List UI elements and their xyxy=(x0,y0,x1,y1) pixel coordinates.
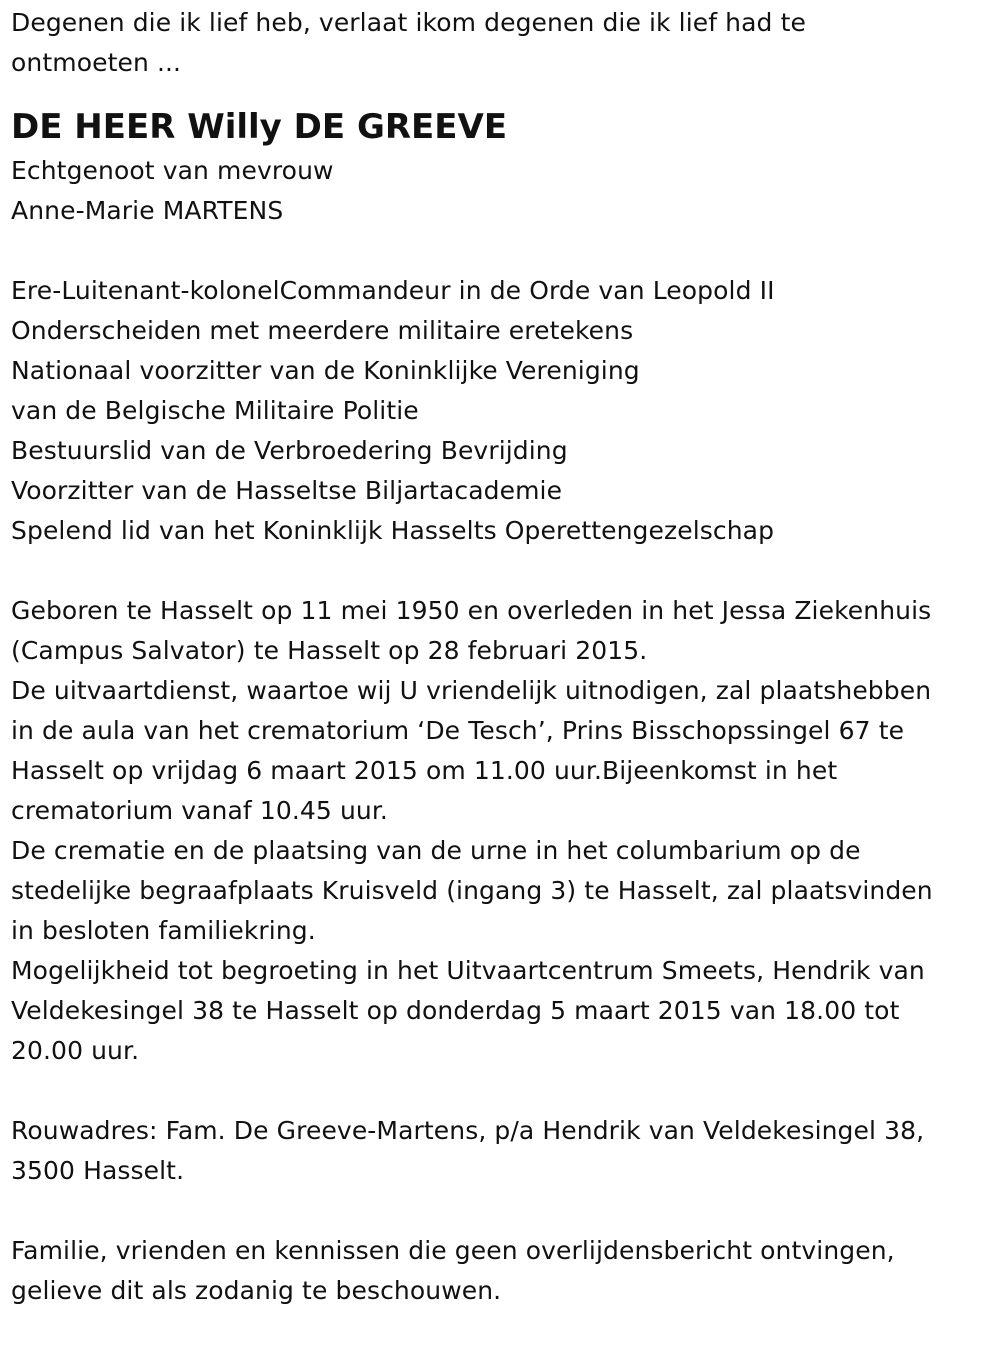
titles-list xyxy=(11,271,991,551)
title-line: Nationaal voorzitter van de Koninklijke Vereniging xyxy=(11,356,640,385)
title-line: Voorzitter van de Hasseltse Biljartacademie xyxy=(11,476,563,505)
details-line: Hasselt op vrijdag 6 maart 2015 om 11.00 uur.Bijeenkomst in het xyxy=(11,756,838,785)
closing-line: gelieve dit als zodanig te beschouwen. xyxy=(11,1276,502,1305)
spouse-line: Echtgenoot van mevrouw xyxy=(11,156,334,185)
spouse-line: Anne-Marie MARTENS xyxy=(11,196,284,225)
paragraph-gap xyxy=(11,1191,991,1231)
opening-quote xyxy=(11,3,991,83)
title-line: Onderscheiden met meerdere militaire eretekens xyxy=(11,316,634,345)
details-line: De uitvaartdienst, waartoe wij U vriendelijk uitnodigen, zal plaatshebben xyxy=(11,676,932,705)
details-line: in besloten familiekring. xyxy=(11,916,316,945)
details-line: stedelijke begraafplaats Kruisveld (ingang 3) te Hasselt, zal plaatsvinden xyxy=(11,876,933,905)
spouse-info xyxy=(11,151,991,231)
details-line: 20.00 uur. xyxy=(11,1036,140,1065)
address-line: Rouwadres: Fam. De Greeve-Martens, p/a Hendrik van Veldekesingel 38, xyxy=(11,1116,925,1145)
title-line: Bestuurslid van de Verbroedering Bevrijding xyxy=(11,436,568,465)
title-line: Spelend lid van het Koninklijk Hasselts Operettengezelschap xyxy=(11,516,775,545)
details-line: Mogelijkheid tot begroeting in het Uitvaartcentrum Smeets, Hendrik van xyxy=(11,956,925,985)
details-line: Veldekesingel 38 te Hasselt op donderdag 5 maart 2015 van 18.00 tot xyxy=(11,996,900,1025)
quote-line: ontmoeten ... xyxy=(11,48,182,77)
obituary-notice xyxy=(11,3,991,1311)
closing-note xyxy=(11,1231,991,1311)
funeral-details xyxy=(11,591,991,1071)
address-line: 3500 Hasselt. xyxy=(11,1156,185,1185)
title-line: van de Belgische Militaire Politie xyxy=(11,396,419,425)
title-line: Ere-Luitenant-kolonelCommandeur in de Orde van Leopold II xyxy=(11,276,775,305)
details-line: (Campus Salvator) te Hasselt op 28 februari 2015. xyxy=(11,636,648,665)
closing-line: Familie, vrienden en kennissen die geen overlijdensbericht ontvingen, xyxy=(11,1236,895,1265)
details-line: De crematie en de plaatsing van de urne in het columbarium op de xyxy=(11,836,861,865)
quote-line: Degenen die ik lief heb, verlaat ikom degenen die ik lief had te xyxy=(11,8,806,37)
deceased-name: DE HEER Willy DE GREEVE xyxy=(11,107,508,147)
paragraph-gap xyxy=(11,551,991,591)
details-line: in de aula van het crematorium ‘De Tesch’, Prins Bisschopssingel 67 te xyxy=(11,716,905,745)
mourning-address xyxy=(11,1111,991,1191)
paragraph-gap xyxy=(11,1071,991,1111)
details-line: Geboren te Hasselt op 11 mei 1950 en overleden in het Jessa Ziekenhuis xyxy=(11,596,932,625)
details-line: crematorium vanaf 10.45 uur. xyxy=(11,796,388,825)
paragraph-gap xyxy=(11,231,991,271)
